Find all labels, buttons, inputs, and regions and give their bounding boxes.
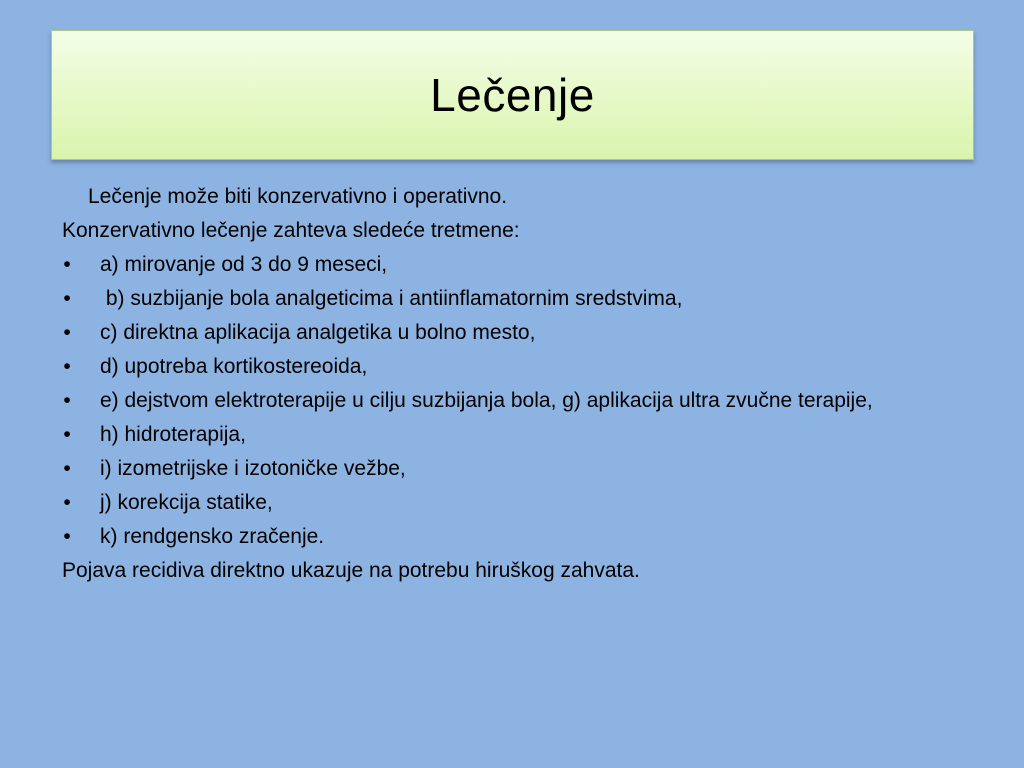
bullet-icon: • <box>63 355 71 378</box>
list-item <box>62 282 982 316</box>
list-item <box>62 248 982 282</box>
list-item-text: k) rendgensko zračenje. <box>100 525 325 548</box>
bullet-icon: • <box>63 253 71 276</box>
list-item <box>62 452 982 486</box>
list-item <box>62 384 982 418</box>
slide-content <box>62 180 982 588</box>
bullet-icon: • <box>63 525 71 548</box>
subheading-text: Konzervativno lečenje zahteva sledeće tretmene: <box>62 219 520 242</box>
list-item-text: c) direktna aplikacija analgetika u bolno mesto, <box>100 321 536 344</box>
list-item <box>62 520 982 554</box>
list-item-text: d) upotreba kortikostereoida, <box>100 355 368 378</box>
bullet-icon: • <box>63 389 71 412</box>
conclusion-text: Pojava recidiva direktno ukazuje na potrebu hiruškog zahvata. <box>62 559 640 582</box>
bullet-icon: • <box>63 321 71 344</box>
list-item <box>62 350 982 384</box>
treatment-list <box>62 248 982 554</box>
bullet-icon: • <box>63 287 71 310</box>
list-item <box>62 486 982 520</box>
list-item-text: a) mirovanje od 3 do 9 meseci, <box>100 253 388 276</box>
title-box <box>51 30 974 160</box>
list-item-text: h) hidroterapija, <box>100 423 246 446</box>
list-item-text: i) izometrijske i izotoničke vežbe, <box>100 457 406 480</box>
list-item <box>62 418 982 452</box>
list-item-text: b) suzbijanje bola analgeticima i antiinflamatornim sredstvima, <box>100 287 683 310</box>
bullet-icon: • <box>63 457 71 480</box>
list-item-text: e) dejstvom elektroterapije u cilju suzbijanja bola, g) aplikacija ultra zvučne terapije, <box>100 389 873 412</box>
list-item <box>62 316 982 350</box>
intro-text: Lečenje može biti konzervativno i operativno. <box>88 185 508 208</box>
slide-title: Lečenje <box>430 69 595 121</box>
bullet-icon: • <box>63 423 71 446</box>
list-item-text: j) korekcija statike, <box>100 491 273 514</box>
bullet-icon: • <box>63 491 71 514</box>
